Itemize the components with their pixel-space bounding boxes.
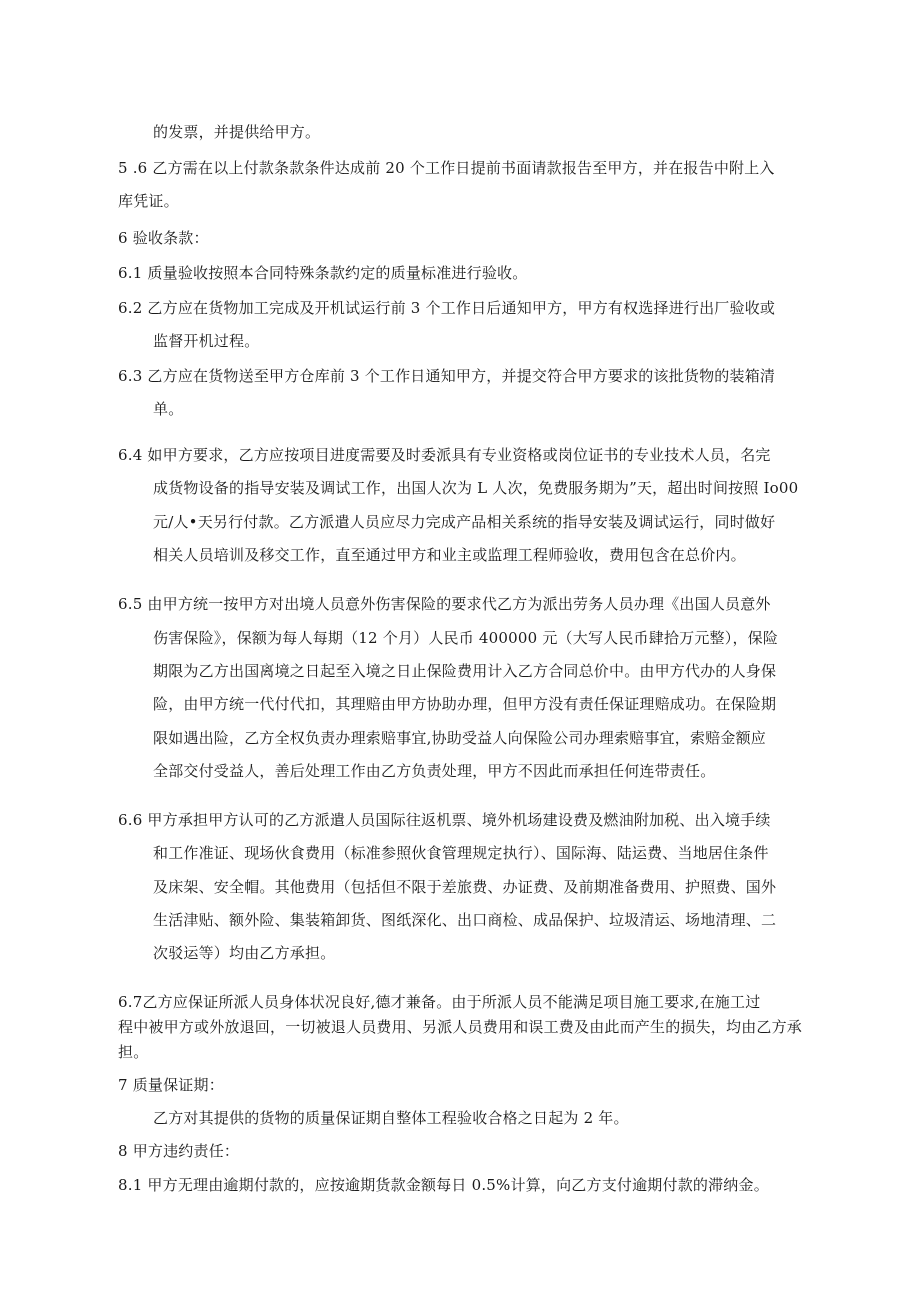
clause-6-6: 6.6 甲方承担甲方认可的乙方派遣人员国际往返机票、境外机场建设费及燃油附加税、出入境手续 bbox=[118, 811, 771, 829]
clause-5-6: 5 .6 乙方需在以上付款条款条件达成前 20 个工作日提前书面请款报告至甲方，并在报告中附上入 bbox=[118, 159, 775, 177]
text-line: 限如遇出险，乙方全权负责办理索赔事宜,协助受益人向保险公司办理索赔事宜，索赔金额应 bbox=[153, 729, 766, 747]
text-line: 担。 bbox=[118, 1043, 149, 1061]
text-line: 和工作准证、现场伙食费用（标准参照伙食管理规定执行）、国际海、陆运费、当地居住条件 bbox=[153, 844, 769, 862]
text-line: 的发票，并提供给甲方。 bbox=[153, 123, 321, 141]
clause-6-3: 6.3 乙方应在货物送至甲方仓库前 3 个工作日通知甲方，并提交符合甲方要求的该批货物的装箱清 bbox=[118, 367, 776, 385]
clause-8-1: 8.1 甲方无理由逾期付款的，应按逾期货款金额每日 0.5%计算，向乙方支付逾期付款的滞纳金。 bbox=[118, 1176, 769, 1194]
text-line: 生活津贴、额外险、集装箱卸货、图纸深化、出口商检、成品保护、垃圾清运、场地清理、二 bbox=[153, 911, 777, 929]
text-line: 险，由甲方统一代付代扣，其理赔由甲方协助办理，但甲方没有责任保证理赔成功。在保险期 bbox=[153, 695, 777, 713]
text-line: 监督开机过程。 bbox=[153, 332, 260, 350]
text-line: 次驳运等）均由乙方承担。 bbox=[153, 944, 336, 962]
section-6-heading: 6 验收条款： bbox=[118, 229, 209, 247]
clause-6-2: 6.2 乙方应在货物加工完成及开机试运行前 3 个工作日后通知甲方，甲方有权选择进行出厂验收或 bbox=[118, 299, 776, 317]
clause-6-5: 6.5 由甲方统一按甲方对出境人员意外伤害保险的要求代乙方为派出劳务人员办理《出国人员意外 bbox=[118, 595, 771, 613]
clause-6-1: 6.1 质量验收按照本合同特殊条款约定的质量标准进行验收。 bbox=[118, 264, 528, 282]
text-line: 乙方对其提供的货物的质量保证期自整体工程验收合格之日起为 2 年。 bbox=[153, 1109, 629, 1127]
text-line: 元/人•天另行付款。乙方派遣人员应尽力完成产品相关系统的指导安装及调试运行，同时做好 bbox=[153, 513, 776, 531]
text-line: 期限为乙方出国离境之日起至入境之日止保险费用计入乙方合同总价中。由甲方代办的人身保 bbox=[153, 662, 777, 680]
text-line: 成货物设备的指导安装及调试工作，出国人次为 L 人次，免费服务期为”天，超出时间按照 Io00 bbox=[153, 479, 799, 497]
text-line: 全部交付受益人，善后处理工作由乙方负责处理，甲方不因此而承担任何连带责任。 bbox=[153, 762, 716, 780]
text-line: 程中被甲方或外放退回，一切被退人员费用、另派人员费用和误工费及由此而产生的损失，均由乙方承 bbox=[118, 1018, 803, 1036]
clause-6-7: 6.7乙方应保证所派人员身体状况良好,德才兼备。由于所派人员不能满足项目施工要求,在施工过 bbox=[118, 993, 761, 1011]
text-line: 伤害保险》，保额为每人每期（12 个月）人民币 400000 元（大写人民币肆拾万元整），保险 bbox=[153, 629, 779, 647]
clause-6-4: 6.4 如甲方要求，乙方应按项目进度需要及时委派具有专业资格或岗位证书的专业技术人员，名完 bbox=[118, 446, 771, 464]
section-7-heading: 7 质量保证期： bbox=[118, 1076, 224, 1094]
section-8-heading: 8 甲方违约责任： bbox=[118, 1142, 240, 1160]
text-line: 单。 bbox=[153, 400, 184, 418]
text-line: 及床架、安全帽。其他费用（包括但不限于差旅费、办证费、及前期准备费用、护照费、国外 bbox=[153, 878, 777, 896]
text-line: 库凭证。 bbox=[118, 192, 179, 210]
text-line: 相关人员培训及移交工作，直至通过甲方和业主或监理工程师验收，费用包含在总价内。 bbox=[153, 546, 746, 564]
